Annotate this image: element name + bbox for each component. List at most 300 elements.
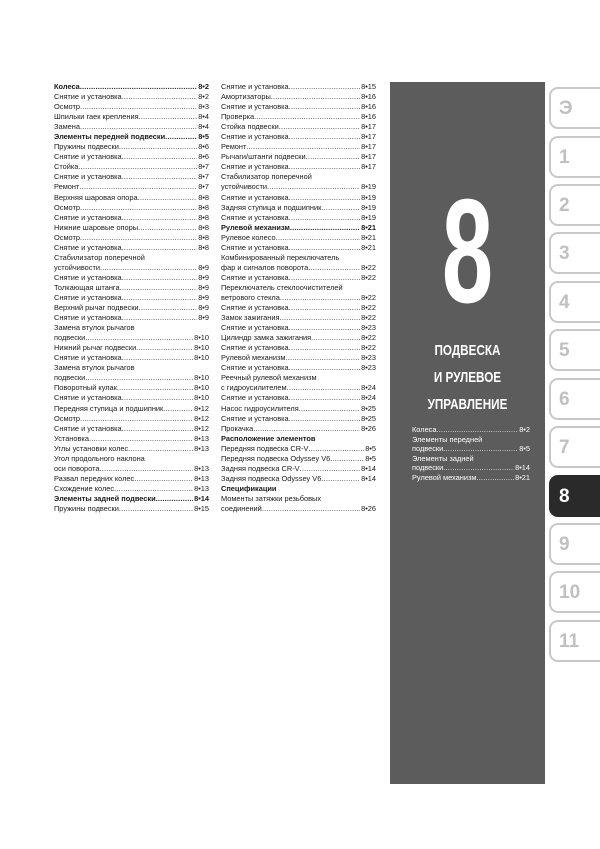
chapter-tab-1[interactable] <box>549 136 600 178</box>
toc-page-number: 8•23 <box>361 353 376 363</box>
toc-entry-title: Шпильки гаек крепления <box>54 112 139 122</box>
toc-dot-leader <box>119 142 197 152</box>
toc-dot-leader <box>299 404 360 414</box>
toc-entry-title: Снятие и установка <box>221 212 289 222</box>
toc-entry-title: Спецификации <box>221 483 277 493</box>
chapter-tab-Э[interactable] <box>549 87 600 129</box>
toc-entry-title: Углы установки колес <box>54 443 129 453</box>
toc-entry-title: Колеса <box>412 425 437 434</box>
toc-entry-title: Расположение элементов <box>221 433 316 443</box>
toc-entry-title: Рычаги/штанги подвески <box>221 152 306 162</box>
toc-entry-title: Верхний рычаг подвески <box>54 303 139 313</box>
toc-entry <box>221 373 376 383</box>
toc-dot-leader <box>100 263 197 273</box>
toc-page-number: 8•13 <box>194 483 209 493</box>
chapter-tab-9[interactable] <box>549 523 600 565</box>
toc-entry-title: Стойка <box>54 162 79 172</box>
toc-entry-title: с гидроусилителем <box>221 383 287 393</box>
toc-entry-title: Рулевой механизм <box>221 353 286 363</box>
toc-dot-leader <box>289 393 360 403</box>
toc-dot-leader <box>300 464 361 474</box>
toc-page-number: 8•10 <box>194 373 209 383</box>
toc-entry <box>221 353 376 363</box>
toc-entry <box>54 464 209 474</box>
toc-entry-title: Стабилизатор поперечной <box>54 252 145 262</box>
toc-entry <box>221 122 376 132</box>
toc-page-number: 8•21 <box>515 472 530 482</box>
toc-entry-title: Ремонт <box>54 182 80 192</box>
toc-entry <box>54 343 209 353</box>
toc-dot-leader <box>79 182 197 192</box>
toc-entry <box>54 293 209 303</box>
toc-page-number: 8•4 <box>198 112 209 122</box>
toc-entry <box>221 243 376 253</box>
chapter-number: 8 <box>441 169 494 334</box>
toc-dot-leader <box>246 142 360 152</box>
toc-entry-title: Схождение колес <box>54 483 115 493</box>
toc-entry <box>54 112 209 122</box>
toc-entry <box>221 424 376 434</box>
toc-entry <box>54 203 209 213</box>
toc-dot-leader <box>122 293 198 303</box>
toc-entry <box>54 92 209 102</box>
toc-entry-title: соединений <box>221 503 262 513</box>
toc-entry <box>221 263 376 273</box>
toc-entry <box>221 152 376 162</box>
toc-dot-leader <box>80 203 197 213</box>
toc-entry <box>221 92 376 102</box>
chapter-tab-label: 5 <box>559 340 570 361</box>
toc-dot-leader <box>85 373 193 383</box>
toc-page-number: 8•7 <box>198 162 209 172</box>
chapter-tab-label: 7 <box>559 437 570 458</box>
toc-entry-title: Снятие и установка <box>54 152 122 162</box>
toc-section-heading <box>221 484 376 494</box>
toc-page-number: 8•9 <box>198 262 209 272</box>
toc-dot-leader <box>117 383 193 393</box>
toc-entry-title: Снятие и установка <box>221 242 289 252</box>
toc-page-number: 8•22 <box>361 272 376 282</box>
toc-entry-title: Осмотр <box>54 232 80 242</box>
toc-entry <box>54 414 209 424</box>
toc-entry <box>54 162 209 172</box>
toc-entry-title: Снятие и установка <box>221 413 289 423</box>
toc-dot-leader <box>321 203 360 213</box>
toc-entry <box>221 504 376 514</box>
chapter-tab-label: 11 <box>559 631 580 652</box>
toc-page-number: 8•10 <box>194 393 209 403</box>
toc-entry <box>54 444 209 454</box>
toc-dot-leader <box>163 404 193 414</box>
toc-entry-title: Стабилизатор поперечной <box>221 172 312 182</box>
toc-dot-leader <box>289 363 360 373</box>
toc-dot-leader <box>276 233 361 243</box>
toc-entry-title: Рулевое колесо <box>221 232 276 242</box>
chapter-tab-label: 10 <box>559 582 581 603</box>
toc-entry <box>54 404 209 414</box>
toc-entry-title: устойчивости <box>54 262 100 272</box>
toc-entry-title: Снятие и установка <box>221 343 289 353</box>
toc-entry <box>221 172 376 182</box>
toc-dot-leader <box>122 353 193 363</box>
chapter-mini-toc <box>412 425 530 483</box>
chapter-title-line: И РУЛЕВОЕ <box>433 369 502 386</box>
toc-entry <box>221 393 376 403</box>
toc-section-heading <box>54 494 209 504</box>
toc-page-number: 8•6 <box>198 142 209 152</box>
toc-page-number: 8•17 <box>361 162 376 172</box>
toc-page-number: 8•17 <box>361 142 376 152</box>
toc-page-number: 8•23 <box>361 363 376 373</box>
toc-entry-title: Осмотр <box>54 413 80 423</box>
toc-page-number: 8•2 <box>198 92 209 102</box>
toc-page-number: 8•16 <box>361 112 376 122</box>
toc-entry-title: Замена втулок рычагов <box>54 363 135 373</box>
toc-dot-leader <box>122 213 198 223</box>
toc-dot-leader <box>289 303 360 313</box>
toc-dot-leader <box>80 82 197 92</box>
toc-page-number: 8•8 <box>198 212 209 222</box>
chapter-tab-11[interactable] <box>549 620 600 662</box>
toc-entry <box>54 152 209 162</box>
toc-dot-leader <box>78 162 197 172</box>
toc-entry <box>221 293 376 303</box>
toc-entry-title: Передняя ступица и подшипник <box>54 403 164 413</box>
toc-dot-leader <box>287 383 361 393</box>
toc-page-number: 8•5 <box>365 443 376 453</box>
toc-dot-leader <box>289 213 360 223</box>
toc-entry <box>221 233 376 243</box>
toc-entry <box>54 243 209 253</box>
toc-dot-leader <box>122 92 198 102</box>
toc-page-number: 8•14 <box>361 473 376 483</box>
toc-dot-leader <box>156 494 193 504</box>
toc-entry-title: Снятие и установка <box>54 292 122 302</box>
toc-page-number: 8•14 <box>194 493 209 503</box>
toc-dot-leader <box>289 343 360 353</box>
toc-entry <box>221 404 376 414</box>
chapter-tab-5[interactable] <box>549 329 600 371</box>
chapter-title-line: УПРАВЛЕНИЕ <box>427 396 508 413</box>
toc-page-number: 8•5 <box>519 444 530 454</box>
toc-dot-leader <box>436 425 518 435</box>
toc-entry <box>54 273 209 283</box>
toc-entry <box>221 383 376 393</box>
toc-dot-leader <box>308 263 360 273</box>
toc-dot-leader <box>290 223 360 233</box>
toc-entry <box>54 333 209 343</box>
toc-entry-title: Поворотный кулак <box>54 383 117 393</box>
toc-entry-title: Снятие и установка <box>221 132 289 142</box>
toc-page-number: 8•8 <box>198 242 209 252</box>
toc-entry <box>412 425 530 435</box>
toc-entry-title: Снятие и установка <box>54 353 122 363</box>
toc-entry-title: Реечный рулевой механизм <box>221 373 317 383</box>
toc-dot-leader <box>138 193 198 203</box>
toc-entry-title: Снятие и установка <box>221 303 289 313</box>
toc-entry-title: Элементы задней <box>412 453 474 463</box>
toc-page-number: 8•15 <box>361 82 376 91</box>
toc-entry-title: Снятие и установка <box>54 393 122 403</box>
toc-page-number: 8•22 <box>361 262 376 272</box>
toc-dot-leader <box>80 233 197 243</box>
toc-dot-leader <box>128 444 193 454</box>
toc-page-number: 8•9 <box>198 303 209 313</box>
toc-page-number: 8•8 <box>198 202 209 212</box>
chapter-tab-2[interactable] <box>549 184 600 226</box>
toc-entry-title: Нижний рычаг подвески <box>54 343 137 353</box>
toc-entry <box>54 424 209 434</box>
toc-entry-title: устойчивости <box>221 182 267 192</box>
toc-entry-title: подвески <box>412 444 444 454</box>
toc-entry <box>54 253 209 263</box>
toc-page-number: 8•14 <box>515 463 530 473</box>
toc-entry-title: Угол продольного наклона <box>54 453 145 463</box>
toc-dot-leader <box>443 463 514 473</box>
toc-entry-title: фар и сигналов поворота <box>221 262 309 272</box>
chapter-tab-6[interactable] <box>549 378 600 420</box>
toc-dot-leader <box>80 102 197 112</box>
toc-entry <box>221 474 376 484</box>
toc-entry <box>221 283 376 293</box>
toc-entry-title: Задняя подвеска CR-V <box>221 463 300 473</box>
toc-page-number: 8•26 <box>361 423 376 433</box>
toc-column-middle <box>221 82 376 514</box>
toc-entry <box>54 182 209 192</box>
toc-column-left <box>54 82 209 514</box>
toc-page-number: 8•10 <box>194 383 209 393</box>
toc-dot-leader <box>289 323 360 333</box>
toc-entry-title: Замена втулок рычагов <box>54 323 135 333</box>
toc-entry <box>54 393 209 403</box>
toc-page-number: 8•2 <box>519 425 530 434</box>
toc-entry <box>221 203 376 213</box>
toc-entry-title: Пружины подвески <box>54 142 119 152</box>
toc-entry-title: Толкающая штанга <box>54 282 120 292</box>
toc-entry-title: оси поворота <box>54 463 100 473</box>
chapter-tab-8[interactable] <box>549 475 600 517</box>
toc-section-heading <box>221 434 376 444</box>
toc-dot-leader <box>306 152 360 162</box>
toc-dot-leader <box>289 132 360 142</box>
toc-page-number: 8•3 <box>198 102 209 112</box>
toc-dot-leader <box>280 293 360 303</box>
toc-dot-leader <box>122 424 193 434</box>
toc-entry-title: Снятие и установка <box>221 162 289 172</box>
toc-entry <box>54 434 209 444</box>
toc-dot-leader <box>139 303 198 313</box>
toc-page-number: 8•9 <box>198 282 209 292</box>
toc-dot-leader <box>89 434 193 444</box>
toc-dot-leader <box>139 112 198 122</box>
toc-page-number: 8•9 <box>198 313 209 323</box>
toc-page-number: 8•8 <box>198 192 209 202</box>
toc-entry-title: Элементы передней подвески <box>54 132 166 142</box>
toc-entry <box>54 323 209 333</box>
toc-page-number: 8•21 <box>361 242 376 252</box>
toc-page-number: 8•8 <box>198 222 209 232</box>
toc-entry <box>221 303 376 313</box>
toc-entry-title: Снятие и установка <box>54 313 122 323</box>
toc-entry-title: Снятие и установка <box>221 102 289 112</box>
toc-dot-leader <box>285 353 360 363</box>
toc-entry-title: Переключатель стеклоочистителей <box>221 282 343 292</box>
toc-page-number: 8•6 <box>198 152 209 162</box>
chapter-title-line: ПОДВЕСКА <box>434 342 501 359</box>
toc-page-number: 8•10 <box>194 343 209 353</box>
toc-entry <box>412 463 530 473</box>
toc-entry <box>221 494 376 504</box>
toc-dot-leader <box>80 414 193 424</box>
toc-entry-title: Снятие и установка <box>221 82 289 91</box>
toc-entry-title: Снятие и установка <box>54 423 122 433</box>
toc-entry <box>221 343 376 353</box>
toc-page-number: 8•26 <box>361 503 376 513</box>
toc-entry-title: Замена <box>54 122 80 132</box>
toc-entry-title: Передняя подвеска Odyssey V6 <box>221 453 331 463</box>
toc-entry <box>54 193 209 203</box>
toc-dot-leader <box>85 333 193 343</box>
toc-page-number: 8•8 <box>198 232 209 242</box>
toc-entry-title: Снятие и установка <box>221 393 289 403</box>
toc-dot-leader <box>122 313 198 323</box>
toc-dot-leader <box>119 504 193 514</box>
toc-entry-title: Амортизаторы <box>221 92 271 102</box>
toc-dot-leader <box>308 444 364 454</box>
chapter-panel <box>390 82 545 784</box>
toc-section-heading <box>54 132 209 142</box>
toc-section-heading <box>54 82 209 92</box>
toc-entry <box>221 333 376 343</box>
toc-entry <box>221 363 376 373</box>
toc-entry-title: Стойка подвески <box>221 122 279 132</box>
toc-entry <box>221 82 376 92</box>
toc-entry-title: Снятие и установка <box>54 272 122 282</box>
toc-page-number: 8•12 <box>194 413 209 423</box>
toc-entry <box>412 473 530 483</box>
chapter-tab-label: 9 <box>559 534 570 555</box>
toc-entry-title: Комбинированный переключатель <box>221 252 340 262</box>
toc-entry-title: Замок зажигания <box>221 313 280 323</box>
toc-entry-title: Снятие и установка <box>221 272 289 282</box>
toc-dot-leader <box>311 333 360 343</box>
toc-page-number: 8•22 <box>361 313 376 323</box>
toc-entry-title: Верхняя шаровая опора <box>54 192 138 202</box>
toc-entry-title: Осмотр <box>54 102 80 112</box>
toc-entry <box>54 373 209 383</box>
toc-entry-title: Задняя ступица и подшипник <box>221 202 322 212</box>
toc-entry-title: Колеса <box>54 82 80 91</box>
toc-page-number: 8•17 <box>361 132 376 142</box>
toc-page-number: 8•13 <box>194 463 209 473</box>
toc-entry <box>54 122 209 132</box>
toc-page-number: 8•16 <box>361 92 376 102</box>
toc-entry-title: Снятие и установка <box>54 92 122 102</box>
toc-dot-leader <box>289 193 360 203</box>
toc-entry <box>221 444 376 454</box>
chapter-tab-4[interactable] <box>549 281 600 323</box>
toc-page-number: 8•23 <box>361 323 376 333</box>
toc-page-number: 8•9 <box>198 292 209 302</box>
toc-entry <box>221 112 376 122</box>
toc-entry <box>54 363 209 373</box>
toc-entry <box>221 464 376 474</box>
toc-entry-title: Нижние шаровые опоры <box>54 222 139 232</box>
toc-page-number: 8•24 <box>361 393 376 403</box>
toc-entry <box>54 233 209 243</box>
chapter-tab-label: 2 <box>559 195 570 216</box>
toc-entry-title: Снятие и установка <box>221 363 289 373</box>
toc-entry <box>412 435 530 445</box>
toc-entry-title: ветрового стекла <box>221 292 280 302</box>
toc-entry-title: Задняя подвеска Odyssey V6 <box>221 473 322 483</box>
toc-entry-title: Передняя подвеска CR-V <box>221 443 309 453</box>
toc-entry <box>221 213 376 223</box>
toc-page-number: 8•17 <box>361 152 376 162</box>
toc-entry-title: Установка <box>54 433 89 443</box>
toc-entry-title: подвески <box>54 373 86 383</box>
toc-dot-leader <box>80 122 197 132</box>
toc-entry-title: Снятие и установка <box>54 172 122 182</box>
toc-dot-leader <box>443 444 518 454</box>
toc-entry-title: Насос гидроусилителя <box>221 403 299 413</box>
toc-entry <box>221 182 376 192</box>
toc-page-number: 8•13 <box>194 443 209 453</box>
toc-entry-title: Снятие и установка <box>54 242 122 252</box>
toc-page-number: 8•19 <box>361 202 376 212</box>
toc-entry <box>54 454 209 464</box>
toc-entry-title: подвески <box>54 333 86 343</box>
toc-page-number: 8•15 <box>194 503 209 513</box>
toc-dot-leader <box>122 393 193 403</box>
toc-page-number: 8•14 <box>361 463 376 473</box>
toc-entry-title: Снятие и установка <box>221 192 289 202</box>
toc-page-number: 8•13 <box>194 433 209 443</box>
toc-page-number: 8•19 <box>361 212 376 222</box>
chapter-tab-7[interactable] <box>549 426 600 468</box>
toc-dot-leader <box>122 172 198 182</box>
toc-page-number: 8•24 <box>361 383 376 393</box>
toc-page-number: 8•16 <box>361 102 376 112</box>
toc-entry <box>54 484 209 494</box>
toc-page-number: 8•21 <box>361 222 376 232</box>
toc-entry-title: подвески <box>412 463 444 473</box>
toc-dot-leader <box>122 152 198 162</box>
toc-page-number: 8•7 <box>198 172 209 182</box>
toc-dot-leader <box>100 464 194 474</box>
chapter-tab-10[interactable] <box>549 571 600 613</box>
toc-entry <box>54 263 209 273</box>
toc-entry <box>54 303 209 313</box>
toc-dot-leader <box>253 424 360 434</box>
toc-page-number: 8•5 <box>198 132 209 142</box>
chapter-tab-3[interactable] <box>549 232 600 274</box>
toc-page-number: 8•10 <box>194 333 209 343</box>
toc-entry <box>221 132 376 142</box>
toc-dot-leader <box>122 273 198 283</box>
toc-entry <box>412 444 530 454</box>
toc-page-number: 8•13 <box>194 473 209 483</box>
toc-entry <box>54 283 209 293</box>
toc-entry <box>221 102 376 112</box>
toc-entry <box>412 454 530 464</box>
toc-dot-leader <box>271 92 360 102</box>
toc-entry <box>54 213 209 223</box>
chapter-tab-label: 1 <box>559 147 570 168</box>
toc-dot-leader <box>120 283 198 293</box>
toc-page-number: 8•22 <box>361 333 376 343</box>
toc-entry <box>221 454 376 464</box>
